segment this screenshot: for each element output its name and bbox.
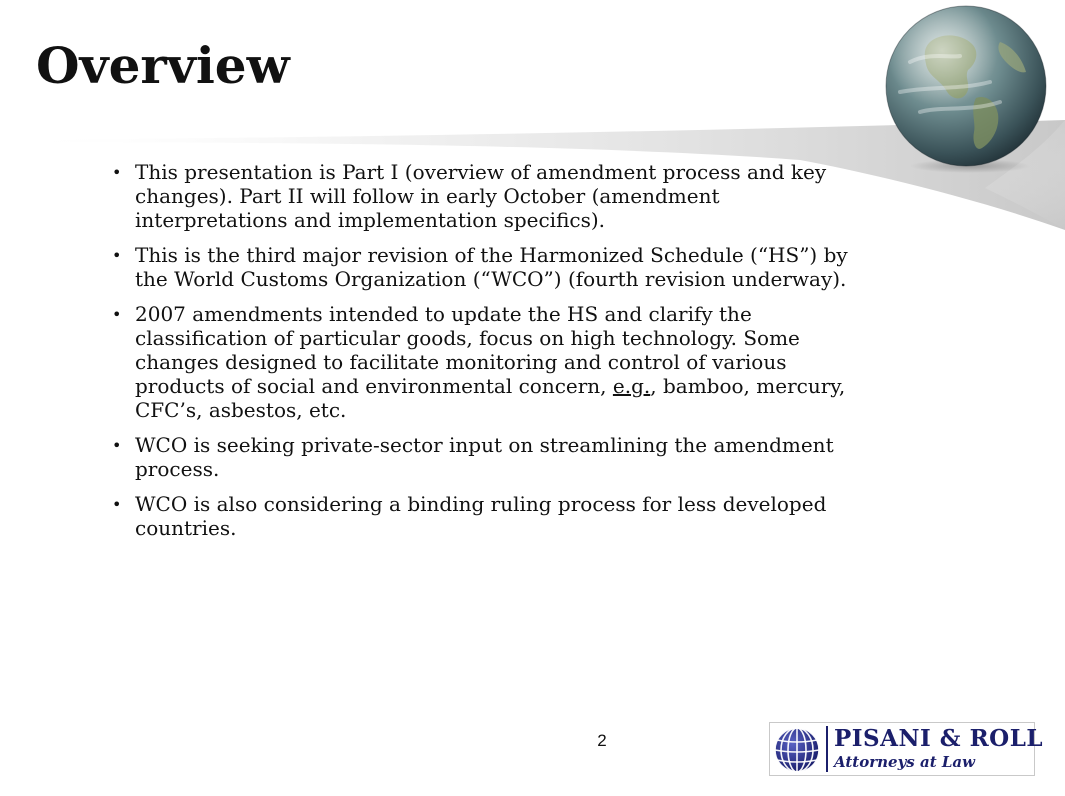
bullet-item — [112, 302, 872, 422]
bullet-item — [112, 243, 872, 291]
globe-grid-icon — [773, 726, 821, 774]
logo-divider — [826, 726, 828, 772]
bullet-text-underlined: e.g. — [612, 374, 651, 398]
logo-firm-name: PISANI & ROLL — [834, 725, 1044, 752]
page-number: 2 — [597, 731, 607, 750]
bullet-item — [112, 433, 872, 481]
bullet-text-after: , bamboo, mercury, CFC’s, asbestos, etc. — [135, 374, 846, 422]
earth-globe-icon — [880, 2, 1052, 174]
bullet-glyph: • — [112, 495, 122, 514]
bullet-glyph: • — [112, 163, 122, 182]
logo-tagline: Attorneys at Law — [834, 753, 976, 771]
bullet-glyph: • — [112, 305, 122, 324]
bullet-text: WCO is seeking private-sector input on streamlining the amendment process. — [135, 433, 834, 481]
bullet-list — [112, 160, 872, 551]
bullet-glyph: • — [112, 436, 122, 455]
slide-title: Overview — [36, 36, 290, 95]
bullet-text: This is the third major revision of the Harmonized Schedule (“HS”) by the World Customs Organization (“WCO”) (fourth revision underway). — [135, 243, 848, 291]
bullet-item — [112, 160, 872, 232]
bullet-item — [112, 492, 872, 540]
bullet-text: This presentation is Part I (overview of amendment process and key changes). Part II will follow in early October (amendment interpretations and implementation specifics). — [135, 160, 827, 232]
bullet-glyph: • — [112, 246, 122, 265]
bullet-text: WCO is also considering a binding ruling process for less developed countries. — [135, 492, 827, 540]
bullet-text-before: 2007 amendments intended to update the HS and clarify the classification of particular goods, focus on high technology. Some changes designed to facilitate monitoring and control of various products of social and environmental concern, — [135, 302, 800, 398]
firm-logo — [769, 722, 1044, 776]
